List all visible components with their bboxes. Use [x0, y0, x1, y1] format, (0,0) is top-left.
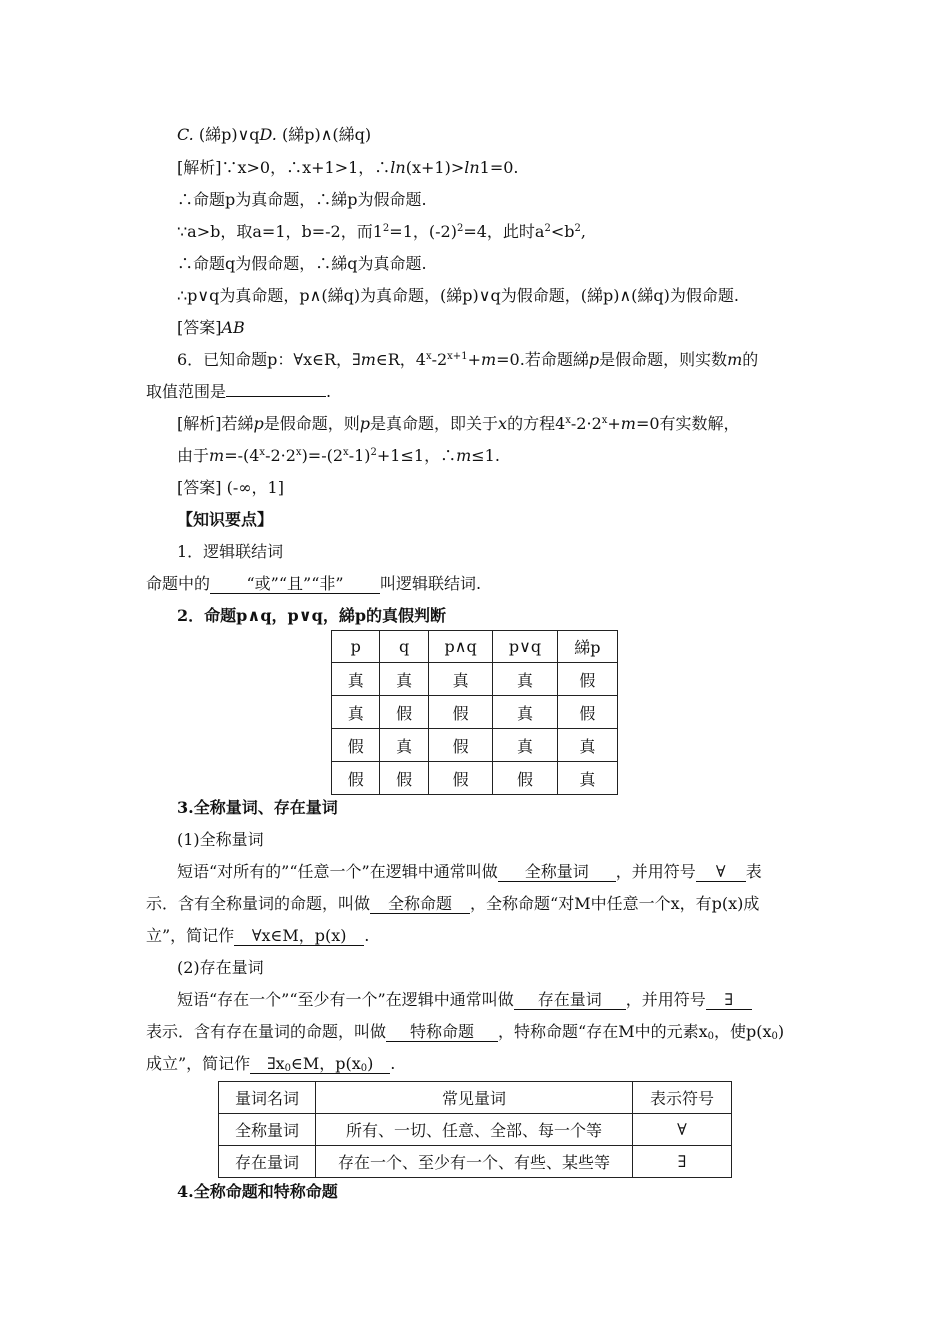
- text-segment: <b: [550, 222, 575, 241]
- table-cell: 假: [380, 762, 428, 795]
- text-segment: m: [209, 446, 225, 465]
- fill-blank: ∀x∈M，p(x): [234, 927, 364, 946]
- table-row: [332, 729, 618, 762]
- text-segment: 1=0.: [479, 158, 519, 177]
- q5-analysis-line-1: [177, 157, 519, 179]
- text-segment: =4，此时a: [463, 222, 545, 241]
- text-segment: ln: [390, 158, 406, 177]
- text-segment: ，并用符号: [625, 990, 706, 1009]
- q5-analysis-line-2: ∴命题p为真命题，∴綈p为假命题.: [177, 190, 427, 209]
- superscript: x: [601, 415, 608, 426]
- fill-blank: 存在量词: [514, 991, 626, 1010]
- fill-blank: “或”“且”“非”: [210, 575, 380, 594]
- text-segment: 短语“对所有的”“任意一个”在逻辑中通常叫做: [177, 862, 498, 881]
- text-segment: ，全称命题“对M中任意一个x，有p(x)成: [470, 894, 760, 913]
- text-segment: 6．已知命题p：∀x∈R，∃: [177, 350, 361, 369]
- table-cell: 假: [557, 663, 617, 696]
- table-cell: 存在量词: [219, 1146, 316, 1178]
- text-segment: p: [359, 414, 371, 433]
- text-segment: (x+1)>: [405, 158, 465, 177]
- section-1-text: [146, 573, 481, 595]
- section-3-2-line-2: [146, 1021, 784, 1043]
- text-segment: =1，(-2): [389, 222, 457, 241]
- text-segment: ，并用符号: [615, 862, 696, 881]
- answer-blank: [226, 396, 326, 397]
- table-cell: 全称量词: [219, 1114, 316, 1146]
- text-segment: ，使p(x: [713, 1022, 772, 1041]
- text-segment: .: [390, 1054, 396, 1073]
- section-3-1-line-2: [146, 893, 759, 915]
- table-row: [219, 1146, 732, 1178]
- text-segment: m: [456, 446, 472, 465]
- superscript: x: [425, 351, 432, 362]
- text-segment: ): [777, 1022, 785, 1041]
- answer-value: AB: [221, 318, 245, 337]
- table-row: [219, 1114, 732, 1146]
- table-header-row: [332, 631, 618, 663]
- q6-analysis-line-2: [177, 445, 500, 467]
- text-segment: +: [467, 350, 481, 369]
- section-3-1-title: (1)全称量词: [177, 830, 264, 849]
- text-segment: 是假命题，则实数: [599, 350, 728, 369]
- q6-stem-line-1: [177, 349, 758, 371]
- text-segment: =-(4: [224, 446, 260, 465]
- text-segment: -2·2: [265, 446, 296, 465]
- table-cell: 假: [557, 696, 617, 729]
- option-d-text: (綈p)∧(綈q): [281, 125, 372, 144]
- table-cell: ∀: [633, 1114, 732, 1146]
- text-segment: )=-(2: [301, 446, 344, 465]
- superscript: x: [565, 415, 571, 426]
- subscript: 0: [284, 1063, 292, 1074]
- text-segment: +1≤1，∴: [376, 446, 457, 465]
- table-header-row: [219, 1082, 732, 1114]
- table-cell: 所有、一切、任意、全部、每一个等: [316, 1114, 633, 1146]
- table-cell: ∃: [633, 1146, 732, 1178]
- superscript: x+1: [447, 351, 468, 362]
- text-segment: 成立”，简记作: [146, 1054, 251, 1073]
- text-segment: -2·2: [570, 414, 602, 433]
- table-cell: 假: [428, 696, 492, 729]
- text-segment: +: [607, 414, 621, 433]
- text-segment: 示．含有全称量词的命题，叫做: [146, 894, 371, 913]
- text-segment: .: [364, 926, 370, 945]
- table-cell: 假: [428, 729, 492, 762]
- table-cell: 真: [493, 729, 557, 762]
- table-cell: 假: [428, 762, 492, 795]
- table-header-cell: q: [380, 631, 428, 663]
- subscript: 0: [707, 1031, 714, 1042]
- truth-table: [331, 630, 618, 795]
- text-segment: [解析]若綈: [177, 414, 254, 433]
- table-cell: 存在一个、至少有一个、有些、某些等: [316, 1146, 633, 1178]
- q5-analysis-line-4: ∴命题q为假命题，∴綈q为真命题.: [177, 254, 427, 273]
- text-segment: ∈M，p(x: [291, 1054, 361, 1073]
- table-cell: 假: [332, 762, 380, 795]
- superscript: 2: [544, 223, 551, 234]
- section-3-2-title: (2)存在量词: [177, 958, 264, 977]
- section-3-2-line-1: [177, 989, 752, 1011]
- text-segment: -2: [431, 350, 448, 369]
- text-segment: p: [253, 414, 264, 433]
- superscript: x: [259, 447, 266, 458]
- table-row: [332, 762, 618, 795]
- section-3-1-line-1: [177, 861, 762, 883]
- subscript: 0: [771, 1031, 778, 1042]
- section-4-title: 4.全称命题和特称命题: [177, 1182, 338, 1201]
- q5-answer: [177, 317, 245, 339]
- table-header-cell: p: [332, 631, 380, 663]
- text-segment: 立”，简记作: [146, 926, 235, 945]
- q5-analysis-line-5: ∴p∨q为真命题，p∧(綈q)为真命题，(綈p)∨q为假命题，(綈p)∧(綈q)为假命题.: [177, 286, 739, 305]
- section-3-2-line-3: [146, 1053, 395, 1075]
- text-segment: 的方程4: [507, 414, 566, 433]
- table-cell: 真: [557, 729, 617, 762]
- text-segment: ): [367, 1054, 374, 1073]
- fill-blank: 特称命题: [386, 1023, 498, 1042]
- fill-blank: ∀: [696, 863, 746, 882]
- text-segment: 表示．含有存在量词的命题，叫做: [146, 1022, 387, 1041]
- text-segment: 是假命题，则: [263, 414, 360, 433]
- section-2-title: 2．命题p∧q，p∨q，綈p的真假判断: [177, 606, 447, 625]
- table-cell: 真: [380, 729, 428, 762]
- text-segment: ∃x: [266, 1054, 285, 1073]
- option-d-label: D.: [259, 125, 277, 144]
- text-segment: m: [480, 350, 497, 369]
- table-cell: 真: [332, 663, 380, 696]
- text-segment: 由于: [177, 446, 210, 465]
- q5-analysis-line-3: [177, 221, 586, 243]
- superscript: 2: [382, 223, 390, 234]
- text-segment: 的: [742, 350, 759, 369]
- section-3-1-line-3: [146, 925, 369, 947]
- section-1-title: 1．逻辑联结词: [177, 542, 284, 561]
- text-segment: 短语“存在一个”“至少有一个”在逻辑中通常叫做: [177, 990, 514, 1009]
- table-cell: 假: [493, 762, 557, 795]
- text-segment: 取值范围是: [146, 382, 227, 401]
- text-segment: .: [326, 382, 332, 401]
- section-3-title: 3.全称量词、存在量词: [177, 798, 338, 817]
- superscript: x: [295, 447, 302, 458]
- text-segment: ≤1.: [471, 446, 500, 465]
- superscript: 2: [456, 223, 464, 234]
- option-c-text: (綈p)∨q: [198, 125, 260, 144]
- text-segment: 命题中的: [146, 574, 211, 593]
- text-segment: =0.若命题綈: [496, 350, 589, 369]
- text-segment: 叫逻辑联结词.: [380, 574, 482, 593]
- table-cell: 假: [380, 696, 428, 729]
- q5-options-line: [177, 124, 371, 146]
- text-segment: m: [360, 350, 376, 369]
- superscript: 2: [370, 447, 377, 458]
- table-header-cell: 常见量词: [316, 1082, 633, 1114]
- table-row: [332, 663, 618, 696]
- quantifier-table: [218, 1081, 732, 1178]
- text-segment: x: [498, 414, 508, 433]
- fill-blank: 全称量词: [498, 863, 616, 882]
- fill-blank: ∃: [706, 991, 752, 1010]
- text-segment: [解析]∵x>0，∴x+1>1，∴: [177, 158, 391, 177]
- table-cell: 真: [332, 696, 380, 729]
- q6-answer: [答案] (-∞，1]: [177, 478, 284, 497]
- table-cell: 真: [428, 663, 492, 696]
- fill-blank: 全称命题: [370, 895, 470, 914]
- text-segment: ,: [580, 222, 586, 241]
- table-cell: 真: [493, 663, 557, 696]
- table-row: [332, 696, 618, 729]
- text-segment: 表: [745, 862, 762, 881]
- table-header-cell: 量词名词: [219, 1082, 316, 1114]
- table-header-cell: 綈p: [557, 631, 617, 663]
- text-segment: =0有实数解，: [635, 414, 740, 433]
- table-cell: 真: [557, 762, 617, 795]
- table-cell: 假: [332, 729, 380, 762]
- option-c-label: C.: [177, 125, 194, 144]
- fill-blank: [250, 1055, 390, 1074]
- text-segment: m: [727, 350, 743, 369]
- table-header-cell: p∨q: [493, 631, 557, 663]
- answer-label: [答案]: [177, 318, 222, 337]
- table-cell: 真: [380, 663, 428, 696]
- superscript: x: [343, 447, 349, 458]
- subscript: 0: [360, 1063, 368, 1074]
- q6-analysis-line-1: [177, 413, 740, 435]
- table-header-cell: 表示符号: [633, 1082, 732, 1114]
- text-segment: 是真命题，即关于: [370, 414, 499, 433]
- q6-stem-line-2: [146, 381, 331, 403]
- text-segment: ∈R，4: [375, 350, 426, 369]
- text-segment: ∵a>b，取a=1，b=-2，而1: [177, 222, 383, 241]
- table-header-cell: p∧q: [428, 631, 492, 663]
- text-segment: p: [588, 350, 600, 369]
- text-segment: -1): [348, 446, 371, 465]
- text-segment: ln: [464, 158, 480, 177]
- superscript: 2: [574, 223, 581, 234]
- text-segment: m: [620, 414, 636, 433]
- knowledge-heading: 【知识要点】: [177, 510, 274, 529]
- text-segment: ，特称命题“存在M中的元素x: [498, 1022, 708, 1041]
- table-cell: 真: [493, 696, 557, 729]
